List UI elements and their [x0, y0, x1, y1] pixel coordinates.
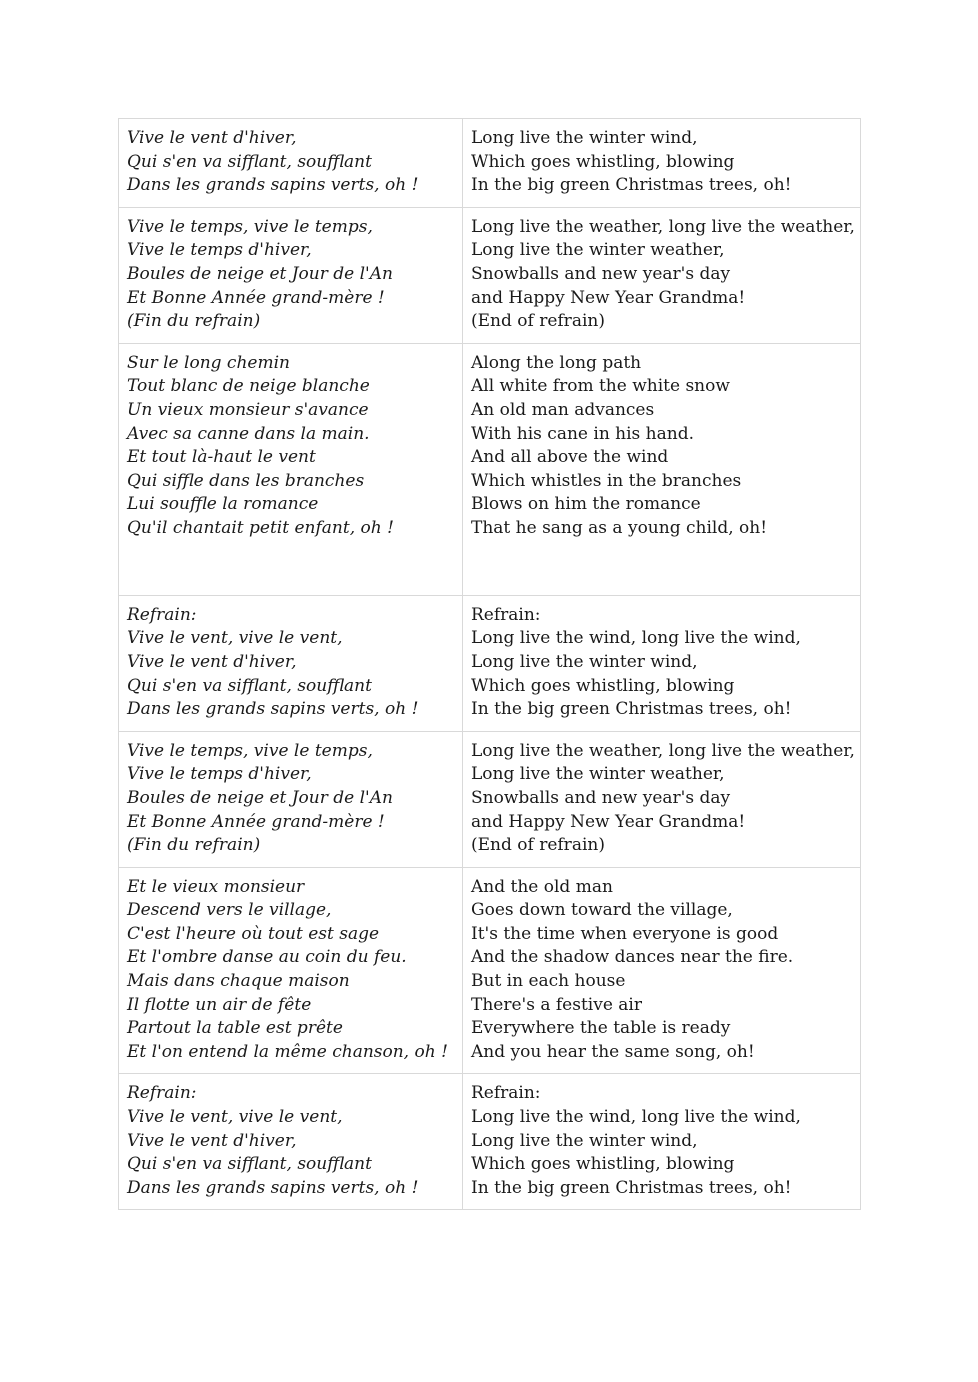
english-line: Snowballs and new year's day — [471, 263, 731, 284]
french-line: Vive le vent, vive le vent, — [127, 1107, 343, 1128]
english-line: Long live the winter weather, — [471, 764, 725, 785]
english-line: Long live the wind, long live the wind, — [471, 1107, 801, 1128]
french-line: Boules de neige et Jour de l'An — [127, 787, 393, 808]
french-lyrics-cell — [119, 207, 463, 343]
english-line: Goes down toward the village, — [471, 900, 733, 921]
english-line: Refrain: — [471, 1083, 541, 1104]
french-line: Dans les grands sapins verts, oh ! — [127, 699, 419, 720]
french-line: Partout la table est prête — [127, 1018, 343, 1039]
french-line: Vive le temps d'hiver, — [127, 764, 312, 785]
english-line: (End of refrain) — [471, 311, 605, 332]
french-line: Mais dans chaque maison — [127, 971, 350, 992]
english-line: And all above the wind — [471, 447, 669, 468]
french-line: Qui s'en va sifflant, soufflant — [127, 1154, 372, 1175]
english-line: Which goes whistling, blowing — [471, 151, 735, 172]
verse-row — [119, 119, 861, 208]
french-line: Et Bonne Année grand-mère ! — [127, 287, 385, 308]
french-line: Vive le temps, vive le temps, — [127, 216, 373, 237]
french-line: Avec sa canne dans la main. — [127, 423, 370, 444]
english-line: Long live the wind, long live the wind, — [471, 628, 801, 649]
english-line: Long live the winter weather, — [471, 240, 725, 261]
english-line: Snowballs and new year's day — [471, 787, 731, 808]
french-line: Vive le vent d'hiver, — [127, 651, 297, 672]
french-line: Et le vieux monsieur — [127, 876, 305, 897]
french-line: Dans les grands sapins verts, oh ! — [127, 175, 419, 196]
french-line: Et l'ombre danse au coin du feu. — [127, 947, 407, 968]
french-lyrics-cell — [119, 1074, 463, 1210]
english-line: Long live the winter wind, — [471, 1130, 698, 1151]
english-lyrics-cell — [463, 1074, 861, 1210]
english-line: In the big green Christmas trees, oh! — [471, 699, 792, 720]
english-line: In the big green Christmas trees, oh! — [471, 175, 792, 196]
verse-row — [119, 1074, 861, 1210]
english-lyrics-cell — [463, 119, 861, 208]
french-line: Refrain: — [127, 604, 197, 625]
french-line: (Fin du refrain) — [127, 835, 261, 856]
french-line: Vive le temps d'hiver, — [127, 240, 312, 261]
english-line: Everywhere the table is ready — [471, 1018, 731, 1039]
verse-row — [119, 343, 861, 595]
french-line: Qu'il chantait petit enfant, oh ! — [127, 517, 394, 538]
french-line: Vive le vent d'hiver, — [127, 1130, 297, 1151]
english-line: But in each house — [471, 971, 626, 992]
french-line: Lui souffle la romance — [127, 494, 319, 515]
english-lyrics-cell — [463, 207, 861, 343]
french-line: Dans les grands sapins verts, oh ! — [127, 1177, 419, 1198]
french-line: (Fin du refrain) — [127, 311, 261, 332]
english-lyrics-cell — [463, 595, 861, 731]
english-line: Which whistles in the branches — [471, 470, 742, 491]
english-line: Which goes whistling, blowing — [471, 675, 735, 696]
english-line: Long live the weather, long live the weather, — [471, 216, 855, 237]
french-line: Boules de neige et Jour de l'An — [127, 263, 393, 284]
french-line: Qui siffle dans les branches — [127, 470, 365, 491]
french-lyrics-cell — [119, 119, 463, 208]
english-line: With his cane in his hand. — [471, 423, 695, 444]
french-line: Qui s'en va sifflant, soufflant — [127, 675, 372, 696]
english-line: Blows on him the romance — [471, 494, 701, 515]
french-line: Un vieux monsieur s'avance — [127, 399, 369, 420]
french-line: C'est l'heure où tout est sage — [127, 923, 380, 944]
french-lyrics-cell — [119, 343, 463, 595]
english-line: And the old man — [471, 876, 613, 897]
french-line: Refrain: — [127, 1083, 197, 1104]
english-line: And the shadow dances near the fire. — [471, 947, 794, 968]
french-lyrics-cell — [119, 595, 463, 731]
english-line: Long live the weather, long live the weather, — [471, 740, 855, 761]
french-line: Vive le vent, vive le vent, — [127, 628, 343, 649]
french-line: Tout blanc de neige blanche — [127, 376, 370, 397]
english-line: Long live the winter wind, — [471, 128, 698, 148]
english-line: And you hear the same song, oh! — [471, 1041, 755, 1062]
french-line: Qui s'en va sifflant, soufflant — [127, 151, 372, 172]
french-line: Sur le long chemin — [127, 352, 290, 373]
french-line: Et l'on entend la même chanson, oh ! — [127, 1041, 448, 1062]
verse-row — [119, 595, 861, 731]
french-line: Vive le temps, vive le temps, — [127, 740, 373, 761]
french-line: Vive le vent d'hiver, — [127, 128, 297, 148]
english-line: and Happy New Year Grandma! — [471, 811, 746, 832]
english-line: Refrain: — [471, 604, 541, 625]
english-lyrics-cell — [463, 343, 861, 595]
english-line: It's the time when everyone is good — [471, 923, 779, 944]
english-line: (End of refrain) — [471, 835, 605, 856]
french-lyrics-cell — [119, 867, 463, 1074]
english-line: There's a festive air — [471, 994, 642, 1015]
english-line: Long live the winter wind, — [471, 651, 698, 672]
english-line: and Happy New Year Grandma! — [471, 287, 746, 308]
verse-row — [119, 731, 861, 867]
french-line: Descend vers le village, — [127, 900, 332, 921]
verse-row — [119, 207, 861, 343]
lyrics-table — [118, 118, 861, 1210]
english-lyrics-cell — [463, 867, 861, 1074]
french-line: Et Bonne Année grand-mère ! — [127, 811, 385, 832]
french-lyrics-cell — [119, 731, 463, 867]
french-line: Il flotte un air de fête — [127, 994, 312, 1015]
english-line: Which goes whistling, blowing — [471, 1154, 735, 1175]
french-line: Et tout là-haut le vent — [127, 447, 316, 468]
english-line: All white from the white snow — [471, 376, 730, 397]
english-line: Along the long path — [471, 352, 642, 373]
english-line: An old man advances — [471, 399, 655, 420]
english-line: That he sang as a young child, oh! — [471, 517, 768, 538]
verse-row — [119, 867, 861, 1074]
english-line: In the big green Christmas trees, oh! — [471, 1177, 792, 1198]
english-lyrics-cell — [463, 731, 861, 867]
